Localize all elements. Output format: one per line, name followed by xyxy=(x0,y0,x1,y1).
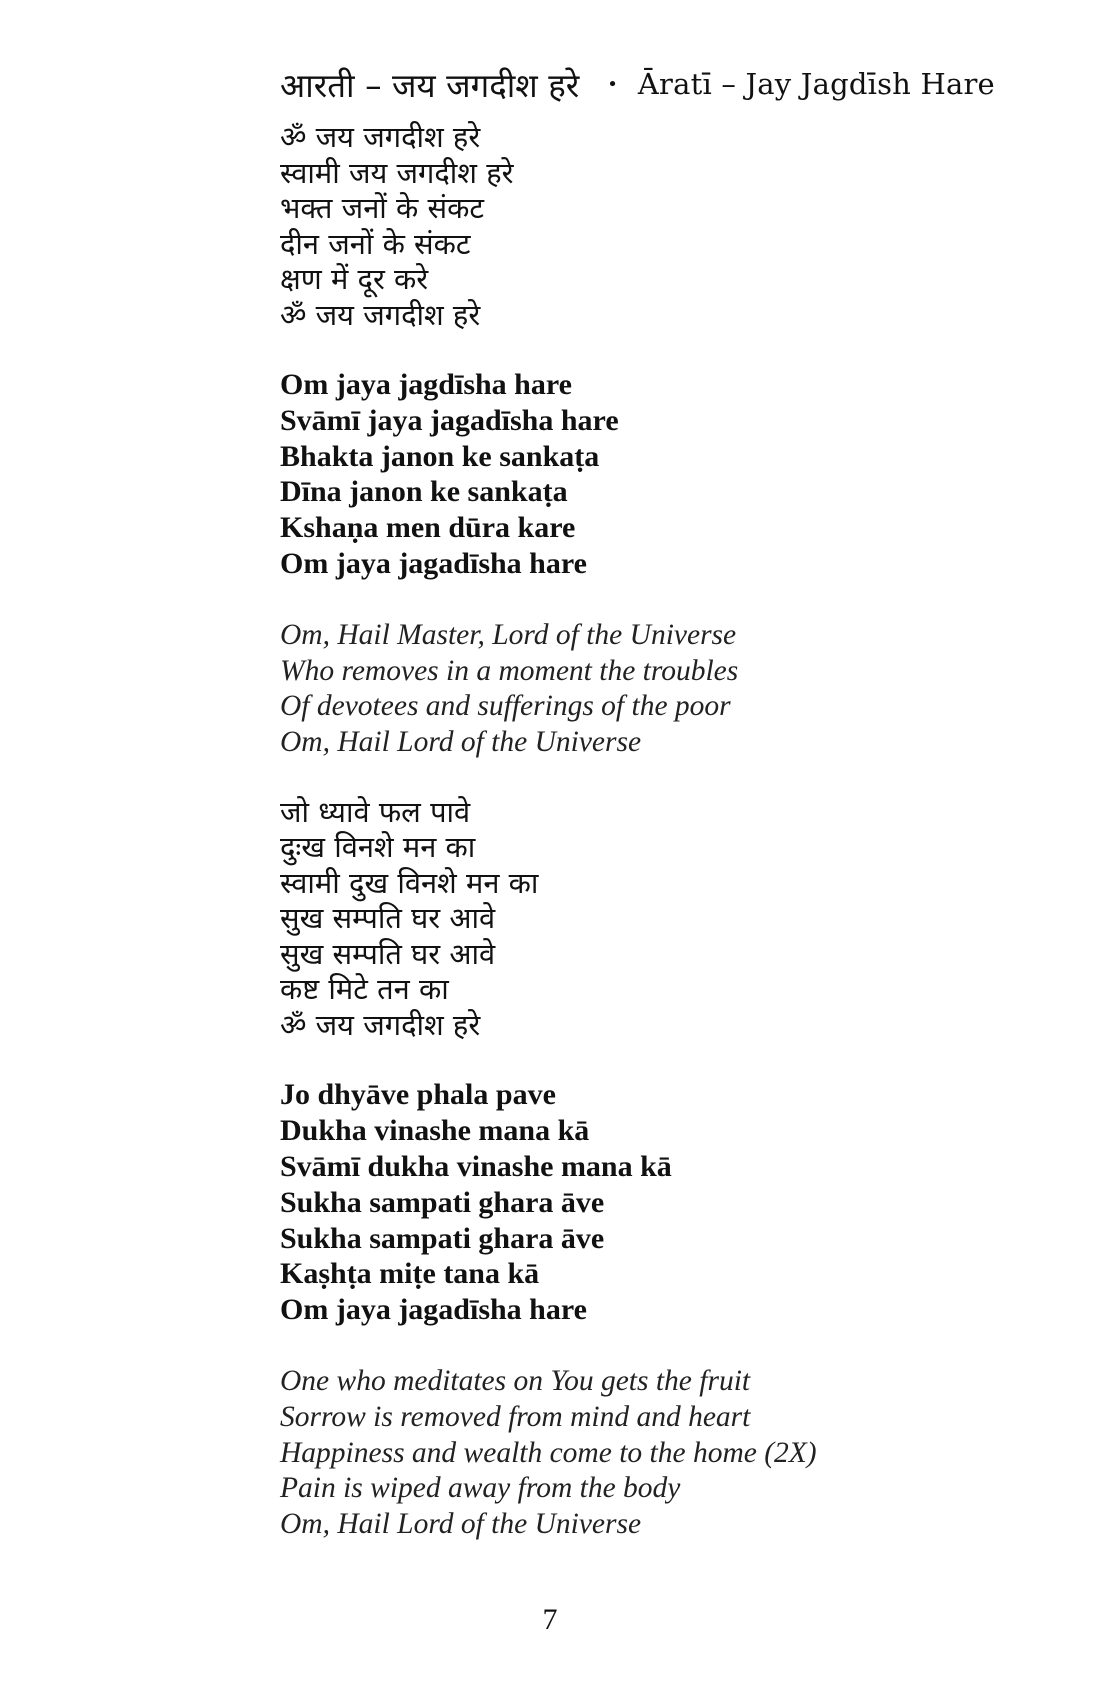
translation-line: Om, Hail Lord of the Universe xyxy=(280,1508,642,1541)
transliteration-line: Bhakta janon ke sankaṭa xyxy=(280,439,600,473)
hindi-line: भक्त जनों के संकट xyxy=(280,191,485,225)
header-separator: • xyxy=(607,73,618,95)
stanza-2 xyxy=(280,795,1040,1543)
hindi-line: सुख सम्पति घर आवे xyxy=(280,936,496,971)
hindi-line: स्वामी दुख विनशे मन का xyxy=(280,865,539,900)
page-header xyxy=(280,58,1040,110)
page-number: 7 xyxy=(542,1603,558,1636)
translation-line: One who meditates on You gets the fruit xyxy=(280,1365,751,1398)
translation-line: Sorrow is removed from mind and heart xyxy=(280,1400,751,1433)
transliteration-line: Svāmī dukha vinashe mana kā xyxy=(280,1150,672,1184)
hindi-line: कष्ट मिटे तन का xyxy=(280,972,449,1007)
transliteration-line: Kaṣhṭa miṭe tana kā xyxy=(280,1257,540,1291)
hindi-line: ॐ जय जगदीश हरे xyxy=(280,120,481,154)
stanza-2-translation xyxy=(280,1364,1040,1543)
translation-line: Who removes in a moment the troubles xyxy=(280,654,739,687)
transliteration-line: Dukha vinashe mana kā xyxy=(280,1114,590,1148)
hindi-line: ॐ जय जगदीश हरे xyxy=(280,1007,481,1042)
transliteration-line: Om jaya jagdīsha hare xyxy=(280,368,572,401)
page-content xyxy=(280,58,1040,1543)
stanza-1-translation xyxy=(280,618,1040,761)
transliteration-line: Sukha sampati ghara āve xyxy=(280,1221,605,1255)
stanza-1-hindi xyxy=(280,120,1040,333)
stanza-2-hindi xyxy=(280,795,1040,1044)
transliteration-line: Jo dhyāve phala pave xyxy=(280,1078,556,1112)
stanza-2-transliteration xyxy=(280,1077,1040,1328)
hindi-line: जो ध्यावे फल पावे xyxy=(280,794,471,829)
transliteration-line: Sukha sampati ghara āve xyxy=(280,1185,605,1219)
hindi-line: क्षण में दूर करे xyxy=(280,262,429,296)
translation-line: Om, Hail Master, Lord of the Universe xyxy=(280,618,737,651)
hindi-line: सुख सम्पति घर आवे xyxy=(280,901,496,936)
header-title-hindi: आरती – जय जगदीश हरे xyxy=(280,65,580,105)
stanza-1-transliteration xyxy=(280,367,1040,582)
translation-line: Happiness and wealth come to the home (2X) xyxy=(280,1436,817,1469)
translation-line: Pain is wiped away from the body xyxy=(280,1472,681,1505)
transliteration-line: Om jaya jagadīsha hare xyxy=(280,546,587,580)
hindi-line: दुःख विनशे मन का xyxy=(280,830,476,865)
transliteration-line: Om jaya jagadīsha hare xyxy=(280,1293,587,1327)
header-title-english: Āratī – Jay Jagdīsh Hare xyxy=(637,67,995,101)
hindi-line: ॐ जय जगदीश हरे xyxy=(280,297,481,332)
translation-line: Om, Hail Lord of the Universe xyxy=(280,726,642,759)
transliteration-line: Kshaṇa men dūra kare xyxy=(280,511,576,545)
stanza-1 xyxy=(280,120,1040,761)
hindi-line: स्वामी जय जगदीश हरे xyxy=(280,155,514,190)
transliteration-line: Svāmī jaya jagadīsha hare xyxy=(280,403,619,437)
hindi-line: दीन जनों के संकट xyxy=(280,226,471,261)
translation-line: Of devotees and sufferings of the poor xyxy=(280,690,731,723)
transliteration-line: Dīna janon ke sankaṭa xyxy=(280,475,568,509)
